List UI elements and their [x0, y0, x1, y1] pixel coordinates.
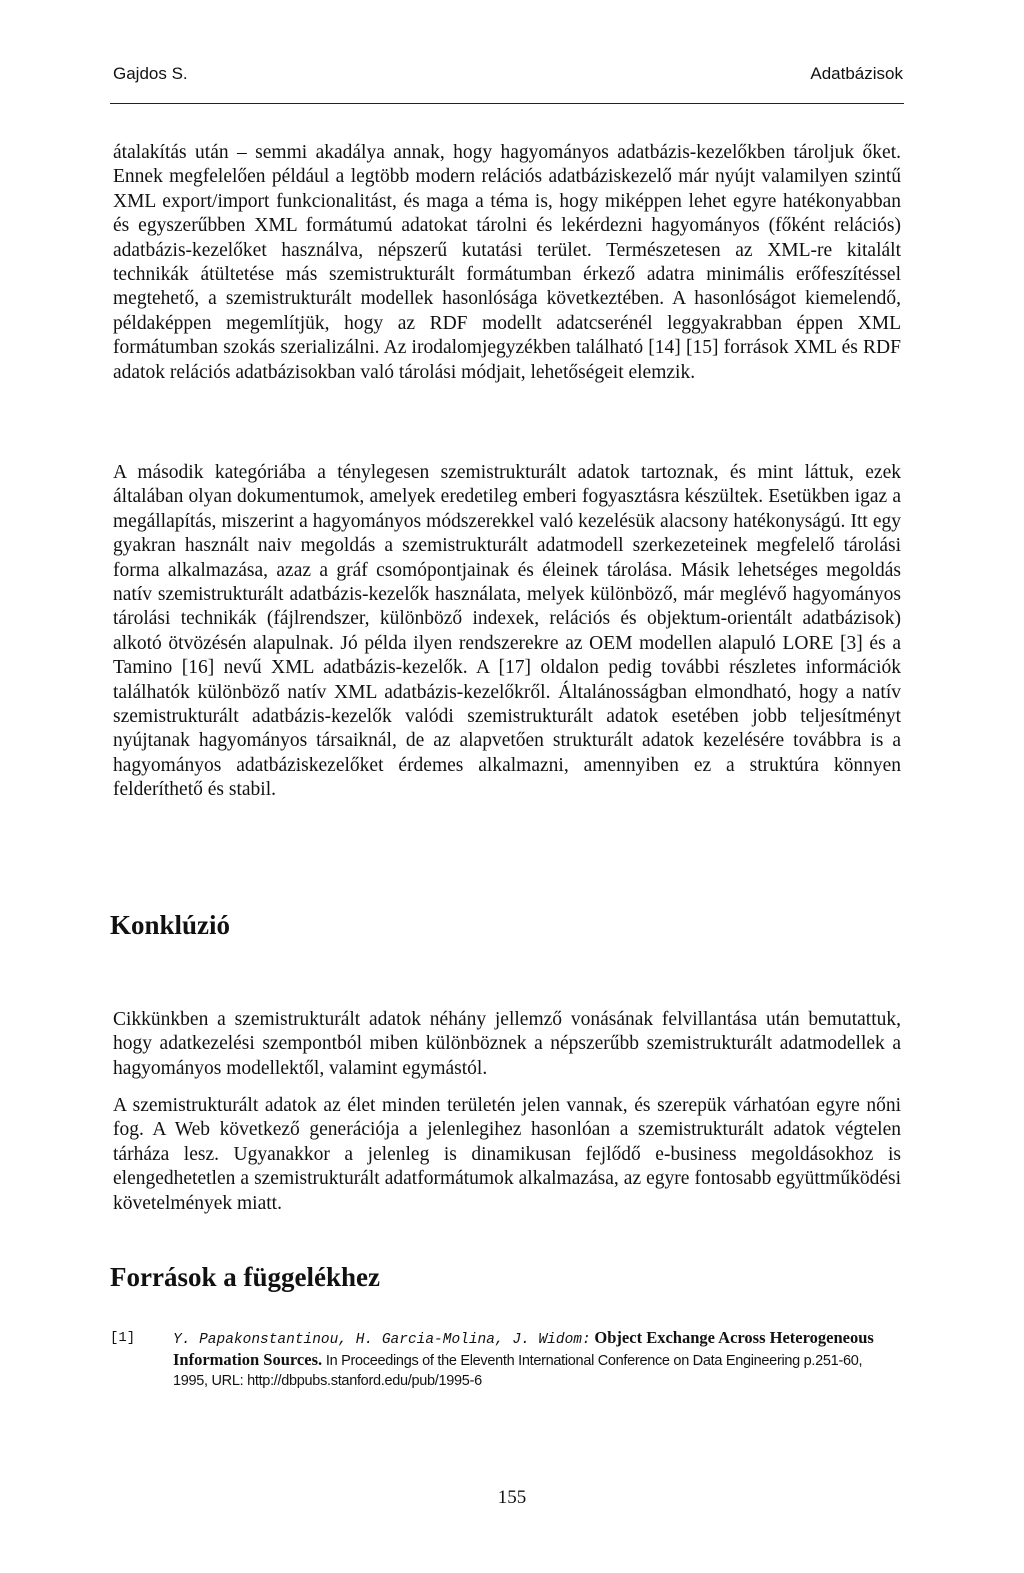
reference-number: [1]: [110, 1330, 136, 1346]
header-author: Gajdos S.: [113, 64, 188, 83]
header-divider: [110, 103, 904, 104]
page-number: 155: [497, 1487, 527, 1508]
reference-authors: Y. Papakonstantinou, H. Garcia-Molina, J. Widom:: [173, 1332, 591, 1348]
reference-title: Object Exchange Across Heterogeneous Information Sources.: [173, 1328, 874, 1369]
conclusion-heading: Konklúzió: [110, 910, 231, 940]
references-heading: Források a függelékhez: [110, 1262, 380, 1292]
conclusion-paragraph-1: Cikkünkben a szemistrukturált adatok néhány jellemző vonásának felvillantása után bemutattuk, hogy adatkezelési szempontból miben különböznek a népszerűbb szemistrukturált adatmodellek a hagyományos modellektől, valamint egymástól.: [113, 1009, 901, 1079]
reference-body: [173, 1328, 893, 1391]
body-paragraph-2: A második kategóriába a ténylegesen szemistrukturált adatok tartoznak, és mint láttuk, ezek általában olyan dokumentumok, amelyek eredetileg emberi fogyasztásra készültek. Esetükben igaz a megállapítás, miszerint a hagyományos módszerekkel való kezelésük alacsony hatékonyságú. Itt egy gyakran használt naiv megoldás a szemistrukturált adatmodell szerkezeteinek megfelelő tárolási forma alkalmazása, azaz a gráf csomópontjainak és éleinek tárolása. Másik lehetséges megoldás natív szemistrukturált adatbázis-kezelők használata, melyek különböző, már meglévő hagyományos tárolási technikák (fájlrendszer, különböző indexek, relációs és objektum-orientált adatbázisok) alkotó ötvözésén alapulnak. Jó példa ilyen rendszerekre az OEM modellen alapuló LORE [3] és a Tamino [16] nevű XML adatbázis-kezelők. A [17] oldalon pedig további részletes információk találhatók különböző natív XML adatbázis-kezelőkről. Általánosságban elmondható, hogy a natív szemistrukturált adatbázis-kezelők valódi szemistrukturált adatok esetében jobb teljesítményt nyújtanak hagyományos társaiknál, de az alapvetően strukturált adatok kezelésére továbbra is a hagyományos adatbáziskezelőket érdemes alkalmazni, amennyiben ez a struktúra könnyen felderíthető és stabil.: [113, 462, 901, 801]
header-section-title: Adatbázisok: [810, 64, 903, 83]
reference-details: In Proceedings of the Eleventh International Conference on Data Engineering p.251-60, 1995, URL: http://dbpubs.stanford.edu/pub/1995-6: [173, 1353, 863, 1389]
conclusion-paragraph-2: A szemistrukturált adatok az élet minden területén jelen vannak, és szerepük várhatóan egyre nőni fog. A Web következő generációja a jelenlegihez hasonlóan a szemistrukturált adatok végtelen tárháza lesz. Ugyanakkor a jelenleg is dinamikusan fejlődő e-business megoldásokhoz is elengedhetetlen a szemistrukturált adatformátumok alkalmazása, az egyre fontosabb együttműködési követelmények miatt.: [113, 1095, 901, 1214]
body-paragraph-1: átalakítás után – semmi akadálya annak, hogy hagyományos adatbázis-kezelőkben tároljuk őket. Ennek megfelelően például a legtöbb modern relációs adatbáziskezelő már nyújt valamilyen szintű XML export/import funkcionalitást, és maga a téma is, hogy miképpen lehet egyre hatékonyabban és egyszerűbben XML formátumú adatokat tárolni és lekérdezni hagyományos (főként relációs) adatbázis-kezelőket használva, népszerű kutatási terület. Természetesen az XML-re kitalált technikák átültetése más szemistrukturált formátumban érkező adatra minimális erőfeszítéssel megtehető, a szemistrukturált modellek hasonlósága következtében. A hasonlóságot kiemelendő, példaképpen megemlítjük, hogy az RDF modellt adatcserénél leggyakrabban éppen XML formátumban szokás szerializálni. Az irodalomjegyzékben található [14] [15] források XML és RDF adatok relációs adatbázisokban való tárolási módjait, lehetőségeit elemzik.: [113, 142, 901, 383]
